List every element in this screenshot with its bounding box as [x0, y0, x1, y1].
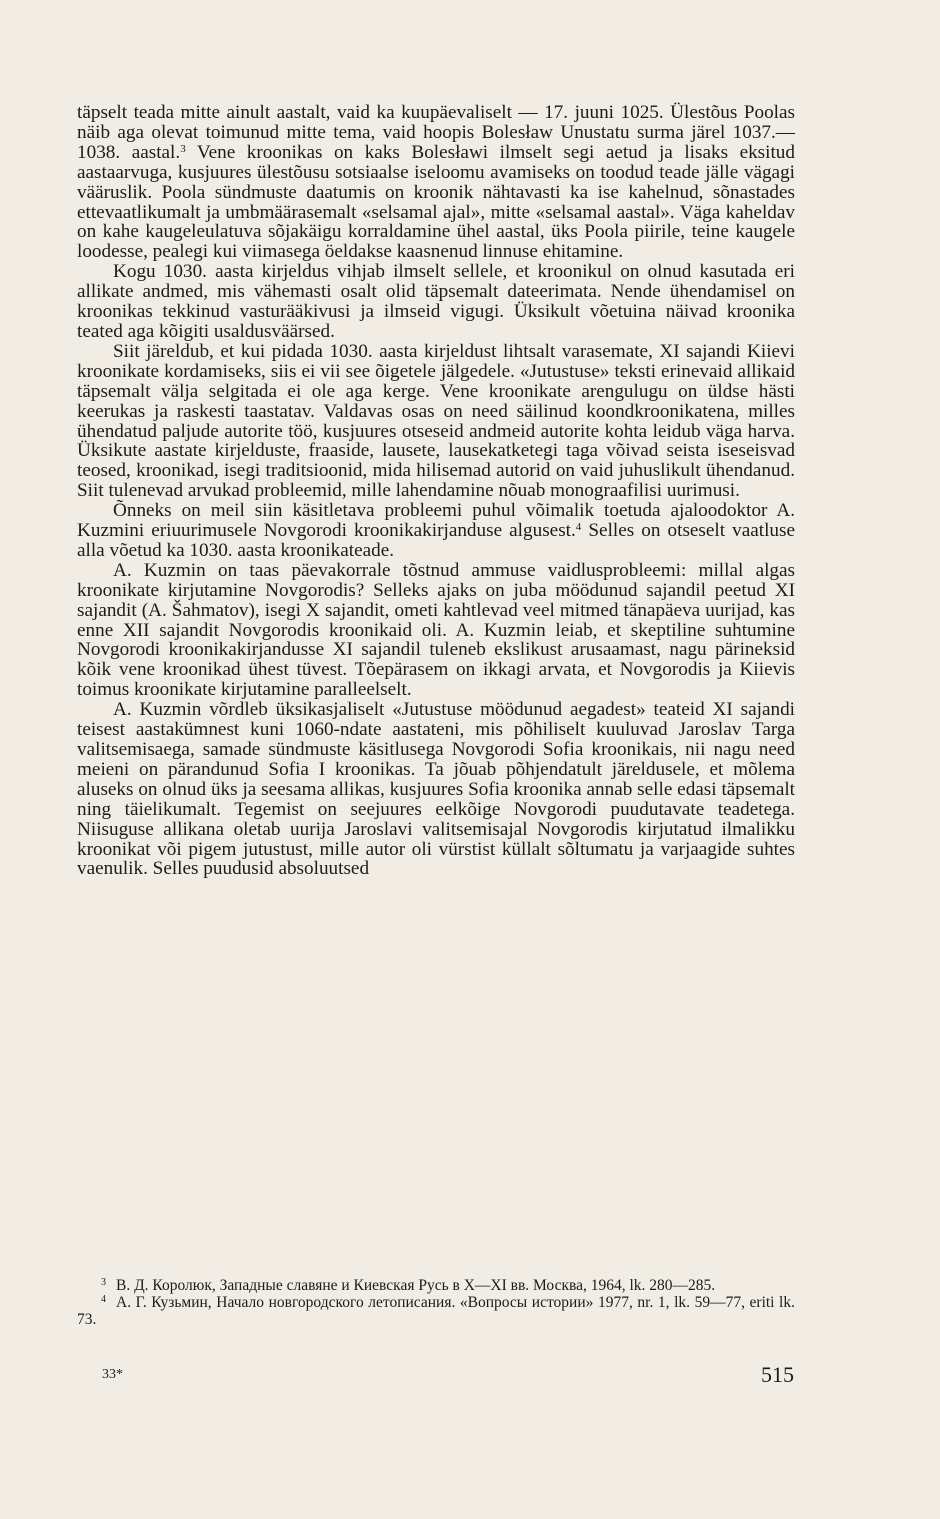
footnote-text: А. Г. Кузьмин, Начало новгородского летописания. «Вопросы истории» 1977, nr. 1, lk. 59—77, eriti lk. 73. — [77, 1294, 795, 1329]
footnote-text: В. Д. Королюк, Западные славяне и Киевская Русь в X—XI вв. Москва, 1964, lk. 280—285. — [116, 1277, 716, 1294]
footnote-ref-3[interactable]: 3 — [180, 142, 186, 155]
paragraph-5: A. Kuzmin on taas päevakorrale tõstnud ammuse vaidlusprobleemi: millal algas kroonikate kirjutamine Novgorodis? Selleks ajaks on juba möödunud sajandil peetud XI sajandit (A. Šahmatov), isegi X sajandit, ometi kahtlevad veel mitmed tänapäeva uurijad, kas enne XII sajandit Novgorodis kroonikaid oli. A. Kuzmin leiab, et skeptiline suhtumine Novgorodi kroonikakirjandusse XI sajandil tuleneb ekslikust arusaamast, nagu pärineksid kõik vene kroonikad ühest tüvest. Tõepärasem on ikkagi arvata, et Novgorodis ja Kiievis toimus kroonikate kirjutamine paralleelselt. — [77, 559, 795, 701]
paragraph-2: Kogu 1030. aasta kirjeldus vihjab ilmselt sellele, et kroonikul on olnud kasutada eri allikate andmed, mis vähemasti osalt olid täpsemalt dateerimata. Nende ühendamisel on kroonikas tekkinud vasturääkivusi ja ilmseid vigugi. Üksikult võetuina näivad kroonika teated aga kõigiti usaldusväärsed. — [77, 261, 795, 342]
main-text — [77, 103, 795, 879]
paragraph-1 — [77, 103, 795, 262]
paragraph-4-text: Õnneks on meil siin käsitletava probleemi puhul võimalik toetuda ajaloodoktor A. Kuzmini eriuurimusele Novgorodi kroonikakirjanduse algusest. — [77, 500, 795, 542]
printer-signature: 33* — [102, 1367, 123, 1382]
footnote-mark: 4 — [101, 1294, 106, 1306]
footnote-ref-4[interactable]: 4 — [575, 521, 582, 534]
footnote-3 — [77, 1277, 795, 1294]
paragraph-4 — [77, 501, 795, 561]
paragraph-1-cont: Vene kroonikas on kaks Bolesławi ilmselt segi aetud ja lisaks eksitud aastaarvuga, kusjuures ülestõusu sotsiaalse iseloomu avamiseks on toodud teade jälle vägagi vääruslik. Poola sündmuste daatumis on kroonik nähtavasti ka ise kahelnud, sõnastades ettevaatlikumalt ja umbmäärasemalt «selsamal ajal», mitte «selsamal aastal». Väga kaheldav on kahe kaugeleulatuva sõjakäigu korraldamine ühel aastal, üks Poola piirile, teine kaugele loodesse, pealegi kui viimasega öeldakse kaasnenud linnuse ehitamine. — [77, 141, 795, 263]
paragraph-1-text: täpselt teada mitte ainult aastalt, vaid ka kuupäevaliselt — 17. juuni 1025. Ülestõus Poolas näib aga olevat toimunud mitte tema, vaid hoopis Bolesław Unustatu surma järel 1037.—1038. aastal. — [77, 102, 795, 163]
paragraph-4-cont: Selles on otseselt vaatluse alla võetud ka 1030. aasta kroonikateade. — [77, 520, 796, 561]
footnote-mark: 3 — [101, 1277, 106, 1288]
page-number: 515 — [761, 1362, 794, 1387]
footnote-4 — [77, 1294, 795, 1328]
paragraph-3: Siit järeldub, et kui pidada 1030. aasta kirjeldust lihtsalt varasemate, XI sajandi Kiievi kroonikate kordamiseks, siis ei vii see õigetele jälgedele. «Jutustuse» teksti erinevaid allikaid täpsemalt välja selgitada ei ole aga kerge. Vene kroonikate arengulugu on üldse hästi keerukas ja raskesti taastatav. Valdavas osas on need säilinud koondkroonikatena, milles ühendatud paljude autorite töö, kusjuures otseseid andmeid autorite kohta leidub väga harva. Üksikute aastate kirjelduste, fraaside, lausete, lausekatketegi taga võivad seista iseseisvad teosed, kroonikad, isegi traditsioonid, mida hilisemad autorid on vaid juhuslikult ühendanud. Siit tulenevad arvukad probleemid, mille lahendamine nõuab monograafilisi uurimusi. — [77, 340, 795, 502]
paragraph-6: A. Kuzmin võrdleb üksikasjaliselt «Jutustuse möödunud aegadest» teateid XI sajandi teisest aastakümnest kuni 1060-ndate aastateni, mis põhiliselt kuuluvad Jaroslav Targa valitsemisaega, samade sündmuste käsitlusega Novgorodi Sofia kroonikais, nii nagu need meieni on pärandunud Sofia I kroonikas. Ta jõuab põhjendatult järeldusele, et mõlema aluseks on olnud üks ja seesama allikas, kusjuures Sofia kroonika annab selle edasi täpsemalt ning täielikumalt. Tegemist on seejuures eelkõige Novgorodi puudutavate teadetega. Niisuguse allikana oletab uurija Jaroslavi valitsemisajal Novgorodis kirjutatud ilmalikku kroonikat või pigem jutustust, mille autor oli vürstist küllalt sõltumatu ja varjaagide suhtes vaenulik. Selles puudusid absoluutsed — [77, 699, 795, 880]
footnotes — [77, 1277, 795, 1329]
